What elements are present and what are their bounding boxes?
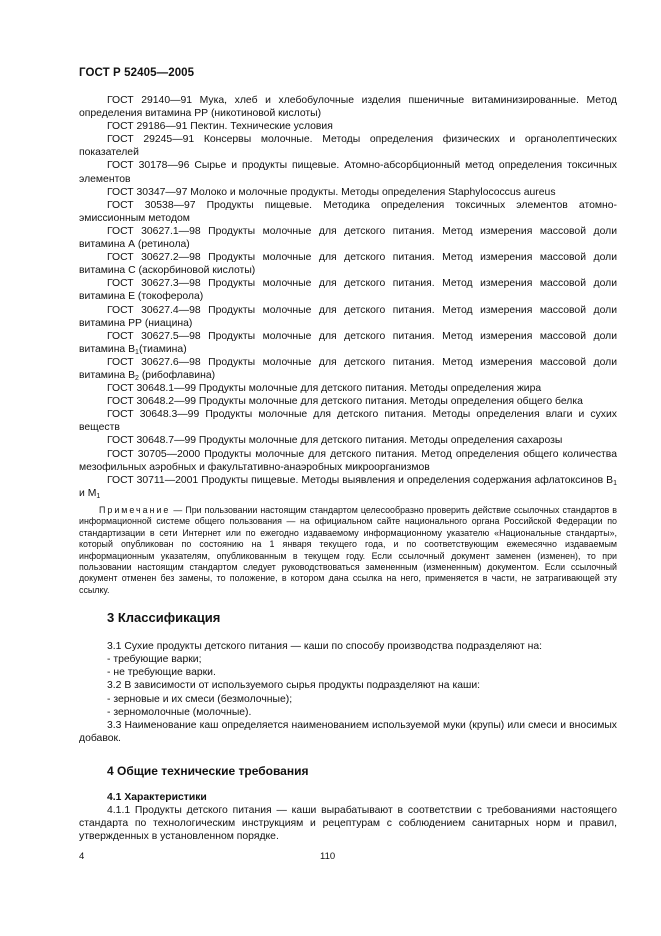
reference-item <box>79 474 617 500</box>
reference-text: ГОСТ 30711—2001 Продукты пищевые. Методы выявления и определения содержания афлатоксинов В <box>107 474 614 486</box>
list-item: - требующие варки; <box>107 654 202 666</box>
note-lead: Примечание <box>99 504 171 515</box>
paragraph: 3.3 Наименование каш определяется наименованием используемой муки (крупы) или смеси и вносимых добавок. <box>79 719 617 744</box>
subsection-heading: 4.1 Характеристики <box>107 791 207 803</box>
reference-item: ГОСТ 29245—91 Консервы молочные. Методы определения физических и органолептических показателей <box>79 134 617 159</box>
reference-item: ГОСТ 30648.2—99 Продукты молочные для детского питания. Методы определения общего белка <box>107 396 583 408</box>
reference-item <box>79 330 617 356</box>
list-item: - не требующие варки. <box>107 667 216 679</box>
subscript: 2 <box>135 374 139 382</box>
reference-text: (тиамина) <box>138 343 187 355</box>
paragraph: 3.2 В зависимости от используемого сырья продукты подразделяют на каши: <box>107 680 481 692</box>
reference-item: ГОСТ 29186—91 Пектин. Технические условия <box>107 121 333 133</box>
document-header: ГОСТ Р 52405—2005 <box>79 67 195 79</box>
list-item: - зерномолочные (молочные). <box>107 706 252 718</box>
reference-item: ГОСТ 30648.3—99 Продукты молочные для детского питания. Методы определения влаги и сухих веществ <box>79 409 617 434</box>
reference-text: ГОСТ 30627.6—98 Продукты молочные для детского питания. Метод измерения массовой доли витамина В <box>79 356 617 381</box>
page-number: 4 <box>79 851 85 862</box>
reference-item: ГОСТ 29140—91 Мука, хлеб и хлебобулочные изделия пшеничные витаминизированные. Метод определения витамина РР (никотиновой кислоты) <box>79 95 617 120</box>
reference-text: и М <box>79 487 97 499</box>
reference-item: ГОСТ 30648.1—99 Продукты молочные для детского питания. Методы определения жира <box>107 383 542 395</box>
reference-item: ГОСТ 30178—96 Сырье и продукты пищевые. Атомно-абсорбционный метод определения токсичных элементов <box>79 160 617 185</box>
reference-item: ГОСТ 30705—2000 Продукты молочные для детского питания. Метод определения общего количества мезофильных аэробных и факультативно-анаэробных микроорганизмов <box>79 448 617 473</box>
reference-item: ГОСТ 30648.7—99 Продукты молочные для детского питания. Методы определения сахарозы <box>107 435 563 447</box>
reference-item: ГОСТ 30627.2—98 Продукты молочные для детского питания. Метод измерения массовой доли витамина С (аскорбиновой кислоты) <box>79 252 617 277</box>
document-body <box>79 94 617 843</box>
reference-item: ГОСТ 30627.4—98 Продукты молочные для детского питания. Метод измерения массовой доли витамина РР (ниацина) <box>79 304 617 329</box>
reference-text: ГОСТ 30627.5—98 Продукты молочные для детского питания. Метод измерения массовой доли витамина В <box>79 330 617 355</box>
reference-item <box>79 356 617 382</box>
note-paragraph <box>79 505 617 596</box>
list-item: - зерновые и их смеси (безмолочные); <box>107 693 293 705</box>
section-3-heading: 3 Классификация <box>107 610 221 626</box>
subscript: 1 <box>135 348 139 356</box>
reference-item: ГОСТ 30538—97 Продукты пищевые. Методика определения токсичных элементов атомно-эмиссионным методом <box>79 199 617 224</box>
subscript: 1 <box>613 479 617 487</box>
reference-item: ГОСТ 30347—97 Молоко и молочные продукты. Методы определения Staphylococcus aureus <box>107 186 556 198</box>
paragraph: 3.1 Сухие продукты детского питания — каши по способу производства подразделяют на: <box>107 641 543 653</box>
reference-item: ГОСТ 30627.1—98 Продукты молочные для детского питания. Метод измерения массовой доли витамина А (ретинола) <box>79 225 617 251</box>
section-4-heading: 4 Общие технические требования <box>107 763 309 778</box>
paragraph: 4.1.1 Продукты детского питания — каши вырабатывают в соответствии с требованиями настоящего стандарта по технологическим инструкциям и рецептурам с соблюдением санитарных норм и правил, утвержденных в установленном порядке. <box>79 805 617 843</box>
reference-item: ГОСТ 30627.3—98 Продукты молочные для детского питания. Метод измерения массовой доли витамина Е (токоферола) <box>79 278 617 303</box>
footer-center-number: 110 <box>320 851 336 862</box>
subscript: 1 <box>96 492 101 500</box>
reference-text: (рибофлавина) <box>138 369 216 381</box>
note-text: — При пользовании настоящим стандартом целесообразно проверить действие ссылочных стандартов в информационной системе общего пользования — на официальном сайте национального органа Российской Федерации по стандартизации в сети Интернет или по ежегодно издаваемому информационному указателю «Национальные стандарты», который опубликован по состоянию на 1 января текущего года, и по соответствующим ежемесячно издаваемым информационным указателям, опубликованным в текущем году. Если ссылочный документ заменен (изменен), то при пользовании настоящим стандартом следует руководствоваться замененным (измененным) документом. Если ссылочный документ отменен без замены, то положение, в котором дана ссылка на него, применяется в части, не затрагивающей эту ссылку. <box>79 504 617 595</box>
